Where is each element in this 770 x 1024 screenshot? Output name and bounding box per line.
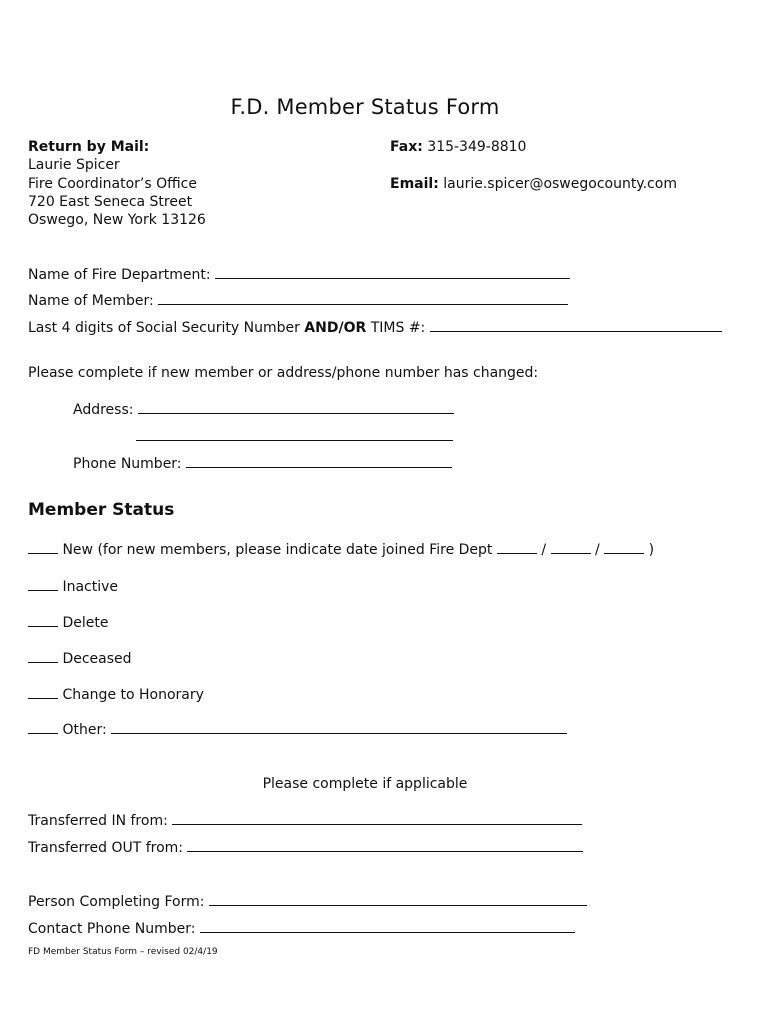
address-row-2	[136, 427, 453, 446]
status-delete-row	[28, 613, 108, 632]
ssn-tims-field[interactable]	[430, 318, 722, 332]
status-inactive-row	[28, 577, 118, 596]
fax-value: 315-349-8810	[427, 139, 527, 155]
status-honorary-row	[28, 685, 204, 704]
date-separator-2: /	[594, 542, 600, 558]
date-separator-1: /	[541, 542, 547, 558]
member-status-heading: Member Status	[28, 500, 175, 520]
mail-line-office: Fire Coordinator’s Office	[28, 176, 197, 192]
person-completing-field[interactable]	[209, 892, 587, 906]
email-value: laurie.spicer@oswegocounty.com	[443, 176, 677, 192]
change-note: Please complete if new member or address/phone number has changed:	[28, 365, 539, 381]
date-joined-day[interactable]	[551, 540, 591, 554]
phone-field[interactable]	[186, 454, 452, 468]
ssn-row	[28, 318, 722, 337]
address-field-line2[interactable]	[136, 427, 453, 441]
date-joined-month[interactable]	[497, 540, 537, 554]
return-mail-label: Return by Mail:	[28, 139, 150, 155]
fax-line	[390, 138, 526, 156]
member-name-label: Name of Member:	[28, 293, 154, 309]
fire-department-label: Name of Fire Department:	[28, 267, 211, 283]
fire-department-field[interactable]	[215, 265, 570, 279]
mail-line-city: Oswego, New York 13126	[28, 212, 206, 228]
contact-phone-label: Contact Phone Number:	[28, 921, 196, 937]
page-title: F.D. Member Status Form	[230, 95, 500, 119]
transfer-in-field[interactable]	[172, 811, 582, 825]
phone-label: Phone Number:	[73, 456, 182, 472]
ssn-label-prefix: Last 4 digits of Social Security Number	[28, 320, 305, 336]
ssn-label-suffix: TIMS #:	[366, 320, 426, 336]
address-field-line1[interactable]	[138, 400, 454, 414]
fax-label: Fax:	[390, 139, 423, 155]
date-joined-year[interactable]	[604, 540, 644, 554]
status-new-check[interactable]	[28, 540, 58, 554]
transfer-in-row	[28, 811, 582, 830]
contact-phone-row	[28, 919, 575, 938]
status-deceased-check[interactable]	[28, 649, 58, 663]
ssn-label-bold: AND/OR	[304, 320, 367, 336]
date-close-paren: )	[648, 542, 655, 558]
transfer-out-label: Transferred OUT from:	[28, 840, 184, 856]
status-other-row	[28, 720, 567, 739]
status-other-label: Other:	[62, 722, 107, 738]
mail-line-street: 720 East Seneca Street	[28, 194, 193, 210]
status-delete-check[interactable]	[28, 613, 58, 627]
status-deceased-row	[28, 649, 132, 668]
transfer-out-field[interactable]	[187, 838, 583, 852]
address-label: Address:	[73, 402, 134, 418]
footer-revision: FD Member Status Form – revised 02/4/19	[28, 947, 218, 957]
status-other-check[interactable]	[28, 720, 58, 734]
status-deceased-label: Deceased	[62, 651, 132, 667]
status-inactive-label: Inactive	[62, 579, 119, 595]
person-completing-label: Person Completing Form:	[28, 894, 205, 910]
contact-phone-field[interactable]	[200, 919, 575, 933]
status-honorary-check[interactable]	[28, 685, 58, 699]
status-honorary-label: Change to Honorary	[62, 687, 204, 703]
transfer-out-row	[28, 838, 583, 857]
status-delete-label: Delete	[62, 615, 109, 631]
status-other-field[interactable]	[111, 720, 567, 734]
member-name-row	[28, 291, 568, 310]
email-line	[390, 175, 677, 193]
status-inactive-check[interactable]	[28, 577, 58, 591]
fire-department-row	[28, 265, 570, 284]
person-completing-row	[28, 892, 587, 911]
status-new-label: New (for new members, please indicate date joined Fire Dept	[62, 542, 493, 558]
address-row	[73, 400, 454, 419]
transfer-in-label: Transferred IN from:	[28, 813, 168, 829]
member-name-field[interactable]	[158, 291, 568, 305]
phone-row	[73, 454, 452, 473]
status-new-row	[28, 540, 654, 559]
applicable-note: Please complete if applicable	[262, 776, 468, 792]
mail-line-name: Laurie Spicer	[28, 157, 120, 173]
email-label: Email:	[390, 176, 439, 192]
